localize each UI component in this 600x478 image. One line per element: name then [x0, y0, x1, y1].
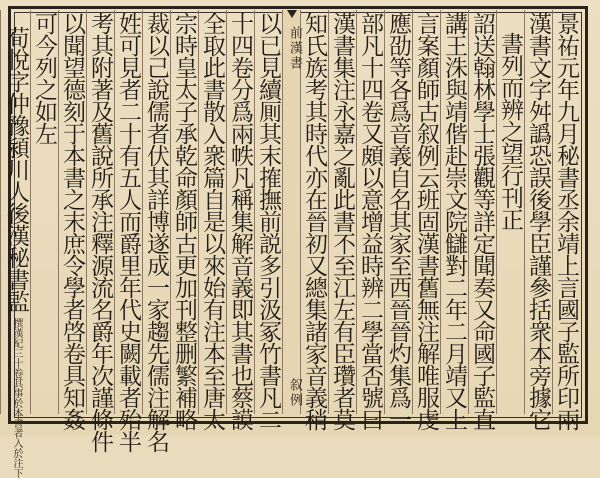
text-column-17: 考其附著及舊說所承注釋源流名爵年次謹條件 [87, 12, 113, 452]
text-column-19: 可今列之如左 [30, 10, 58, 414]
note-line-a: 撰漢紀三十卷其事 [11, 318, 22, 398]
text-column-20 [0, 10, 30, 478]
text-column-11: 以已見續厠其末搉撫前説多引汲冢竹書凡二 [255, 12, 281, 430]
text-column-8: 部凡十四卷又頗以意增益時辨二學當否號曰 [357, 12, 383, 430]
text-column-18: 以聞望德刻于本書之末庶令學者啓卷具知姦 [59, 12, 85, 430]
centre-foot: 叙例 [287, 378, 302, 408]
text-column-5: 講王洙與靖偕赴崇文院讎對二年二月靖又上 [441, 12, 467, 430]
text-column-13: 全取此書散入衆篇自是以來始有注本至唐太 [199, 12, 225, 430]
text-column-3 [496, 10, 524, 414]
centre-title: 前漢書 [287, 26, 302, 71]
text-column-20-text: 荀悅字仲豫潁川人後漢秘書監 [3, 26, 29, 312]
text-columns [3, 10, 580, 478]
note-line-c: 下 [11, 468, 22, 478]
text-column-10: 知氏族考其時代亦在晉初又總集諸家音義稍 [301, 12, 327, 430]
fish-tail-mark-icon [287, 10, 297, 20]
centre-column [282, 10, 300, 414]
text-column-1: 景祐元年九月秘書丞余靖上言國子監所印兩 [553, 12, 579, 430]
annotation-note [10, 318, 22, 478]
text-column-4: 詔送翰林學士張觀等詳定聞奏又命國子監直 [469, 12, 495, 430]
text-column-15: 裁以己說儒者伏其詳博遂成一家趨先儒注解名 [143, 12, 169, 452]
text-column-7: 應劭等各爲音義自名其家至西晉晉灼集爲一 [385, 12, 411, 430]
text-column-16: 姓可見者二十有五人而爵里年代史闕載者殆半 [115, 12, 141, 452]
text-column-3-text: 書列而辨之望行刊正 [497, 32, 523, 230]
text-column-14: 宗時皇太子承乾命顏師古更加刊整删繁補略 [171, 12, 197, 430]
text-column-9: 漢書集注永嘉之亂此書不至江左有臣瓚者莫 [329, 12, 355, 430]
text-column-2: 漢書文字舛譌恐誤後學臣謹參括衆本旁據它 [525, 12, 551, 430]
text-column-6: 言案顏師古叙例云班固漢書舊無注解唯服虔 [413, 12, 439, 430]
note-line-b: 於本書者入於注 [11, 398, 22, 468]
text-column-12: 十四卷分爲兩帙凡稱集解音義即其書也蔡謨 [227, 12, 253, 430]
